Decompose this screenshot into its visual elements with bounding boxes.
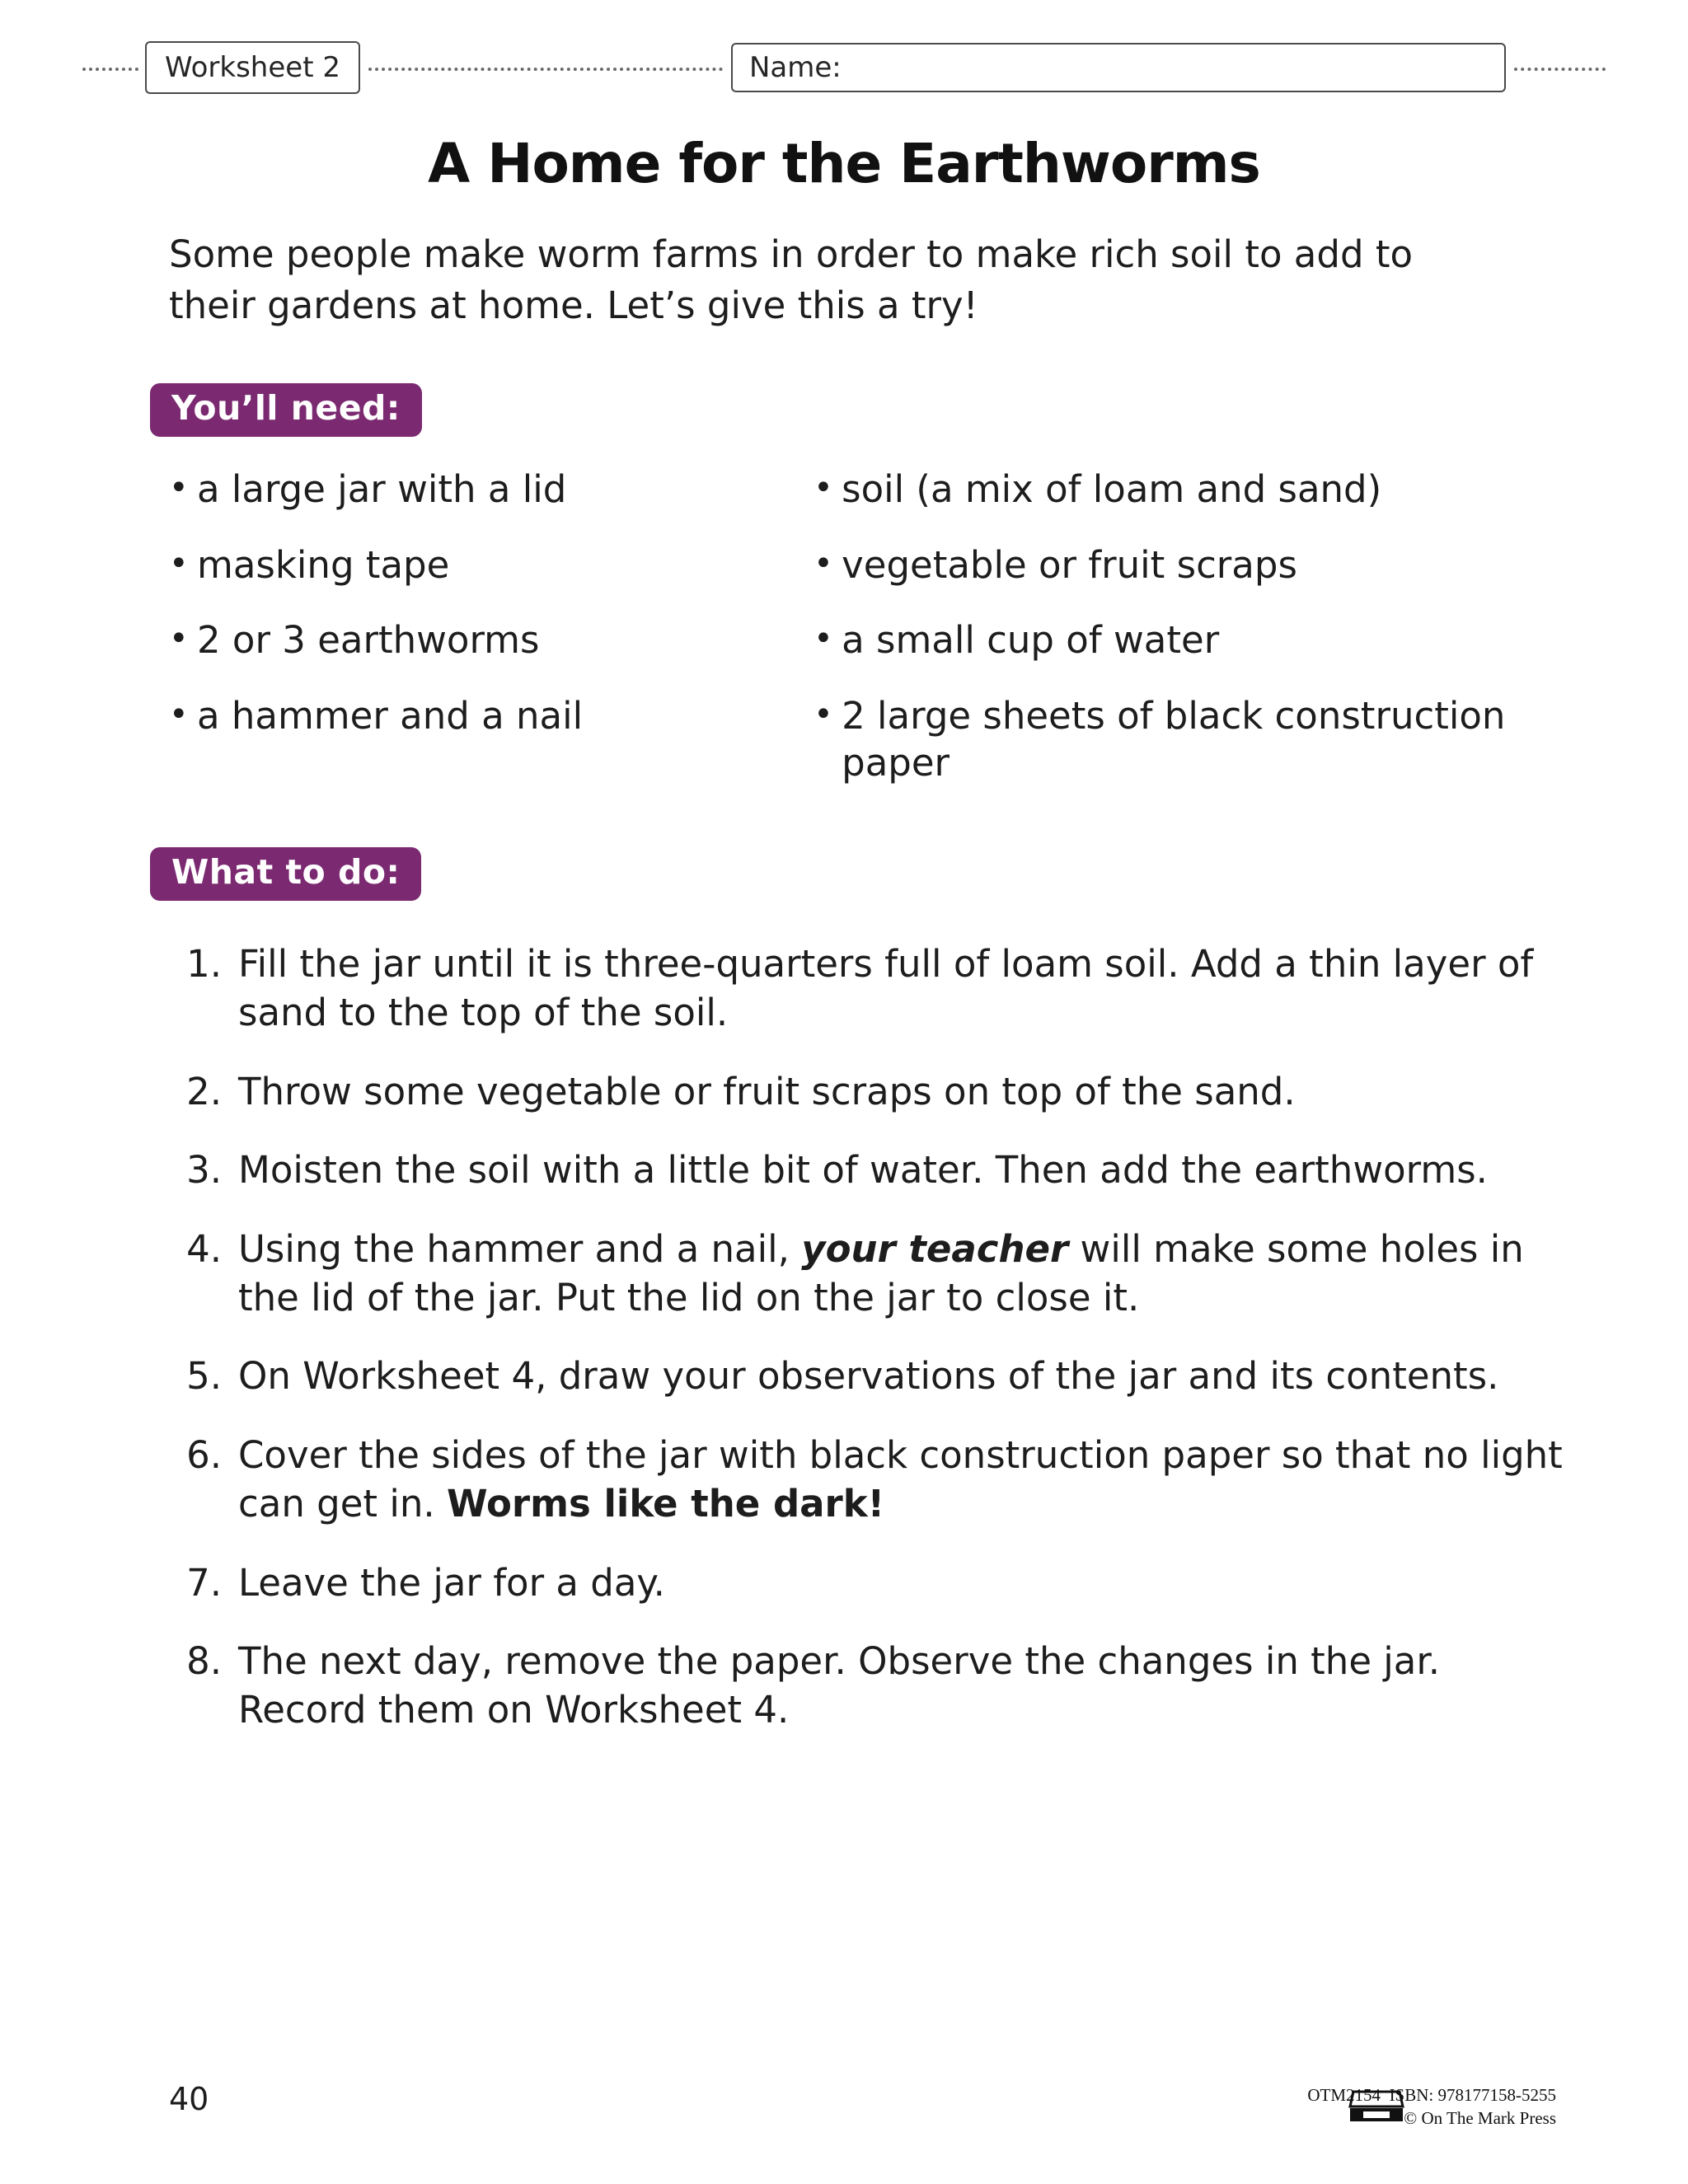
material-text: 2 or 3 earthworms bbox=[197, 618, 540, 663]
list-item bbox=[814, 616, 1570, 664]
list-item bbox=[177, 1637, 1578, 1735]
bullet-icon: • bbox=[169, 544, 189, 583]
list-item bbox=[177, 1225, 1578, 1323]
page-number: 40 bbox=[169, 2081, 209, 2117]
step-number: 6. bbox=[186, 1432, 222, 1477]
dotted-rule-right bbox=[1514, 64, 1606, 71]
list-item bbox=[177, 1067, 1578, 1116]
instructions-list bbox=[177, 940, 1578, 1765]
dotted-rule-middle bbox=[368, 64, 723, 71]
step-text: On Worksheet 4, draw your observations of the jar and its contents. bbox=[238, 1354, 1499, 1399]
step-text-post: will make some holes in the lid of the jar. Put the lid on the jar to close it. bbox=[238, 1226, 1524, 1319]
step-number: 1. bbox=[186, 942, 222, 986]
name-field[interactable] bbox=[731, 43, 1506, 92]
list-item bbox=[814, 692, 1570, 787]
step-text bbox=[238, 1225, 1578, 1323]
list-item bbox=[177, 940, 1578, 1038]
bullet-icon: • bbox=[169, 469, 189, 507]
materials-list bbox=[169, 466, 1570, 815]
list-item bbox=[814, 466, 1570, 513]
section-heading-materials: You’ll need: bbox=[150, 383, 422, 437]
bullet-icon: • bbox=[814, 544, 833, 583]
bullet-icon: • bbox=[814, 620, 833, 658]
list-item bbox=[177, 1431, 1578, 1529]
step-number: 8. bbox=[186, 1638, 222, 1683]
name-field-label: Name: bbox=[748, 51, 842, 84]
page-title: A Home for the Earthworms bbox=[428, 132, 1260, 195]
header bbox=[82, 40, 1606, 96]
bullet-icon: • bbox=[814, 469, 833, 507]
material-text: a large jar with a lid bbox=[197, 467, 567, 511]
materials-column-left bbox=[169, 466, 781, 815]
bullet-icon: • bbox=[814, 695, 833, 733]
step-text: Moisten the soil with a little bit of water. Then add the earthworms. bbox=[238, 1148, 1488, 1193]
list-item bbox=[177, 1146, 1578, 1194]
bullet-icon: • bbox=[169, 695, 189, 733]
bullet-icon: • bbox=[169, 620, 189, 658]
footer-credits bbox=[1307, 2083, 1556, 2130]
material-text: a small cup of water bbox=[842, 618, 1220, 663]
step-text-pre: Using the hammer and a nail, bbox=[238, 1226, 802, 1271]
worksheet-label-box bbox=[145, 41, 360, 94]
material-text: vegetable or fruit scraps bbox=[842, 542, 1297, 587]
list-item bbox=[169, 692, 781, 740]
footer-isbn: ISBN: 978177158-5255 bbox=[1389, 2085, 1556, 2105]
dotted-rule-left bbox=[82, 64, 138, 71]
step-text: Leave the jar for a day. bbox=[238, 1560, 665, 1605]
section-heading-instructions: What to do: bbox=[150, 847, 421, 901]
material-text: a hammer and a nail bbox=[197, 693, 584, 738]
list-item bbox=[177, 1352, 1578, 1400]
step-text: Throw some vegetable or fruit scraps on top of the sand. bbox=[238, 1069, 1296, 1113]
material-text: 2 large sheets of black construction paper bbox=[842, 693, 1506, 785]
list-item bbox=[169, 541, 781, 589]
footer-line-1 bbox=[1307, 2083, 1556, 2107]
material-text: masking tape bbox=[197, 542, 450, 587]
step-number: 5. bbox=[186, 1354, 222, 1399]
step-text bbox=[238, 1431, 1578, 1529]
footer-copyright: © On The Mark Press bbox=[1404, 2108, 1556, 2129]
intro-paragraph: Some people make worm farms in order to make rich soil to add to their gardens at home. Let’s give this a try! bbox=[169, 232, 1413, 328]
materials-column-right bbox=[814, 466, 1570, 815]
list-item bbox=[169, 616, 781, 664]
list-item bbox=[814, 541, 1570, 589]
step-strong: Worms like the dark! bbox=[446, 1482, 885, 1526]
step-number: 3. bbox=[186, 1148, 222, 1193]
step-number: 4. bbox=[186, 1226, 222, 1271]
list-item bbox=[177, 1558, 1578, 1607]
list-item bbox=[169, 466, 781, 513]
step-text: The next day, remove the paper. Observe the changes in the jar. Record them on Worksheet 4. bbox=[238, 1638, 1441, 1732]
step-number: 7. bbox=[186, 1560, 222, 1605]
footer-code: OTM2154 bbox=[1307, 2085, 1381, 2105]
step-text: Fill the jar until it is three-quarters full of loam soil. Add a thin layer of sand to the top of the soil. bbox=[238, 942, 1534, 1035]
step-text-pre: Cover the sides of the jar with black construction paper so that no light can get in. bbox=[238, 1432, 1563, 1526]
material-text: soil (a mix of loam and sand) bbox=[842, 467, 1382, 511]
step-number: 2. bbox=[186, 1069, 222, 1113]
worksheet-label: Worksheet 2 bbox=[165, 51, 340, 84]
step-emphasis: your teacher bbox=[801, 1226, 1069, 1271]
